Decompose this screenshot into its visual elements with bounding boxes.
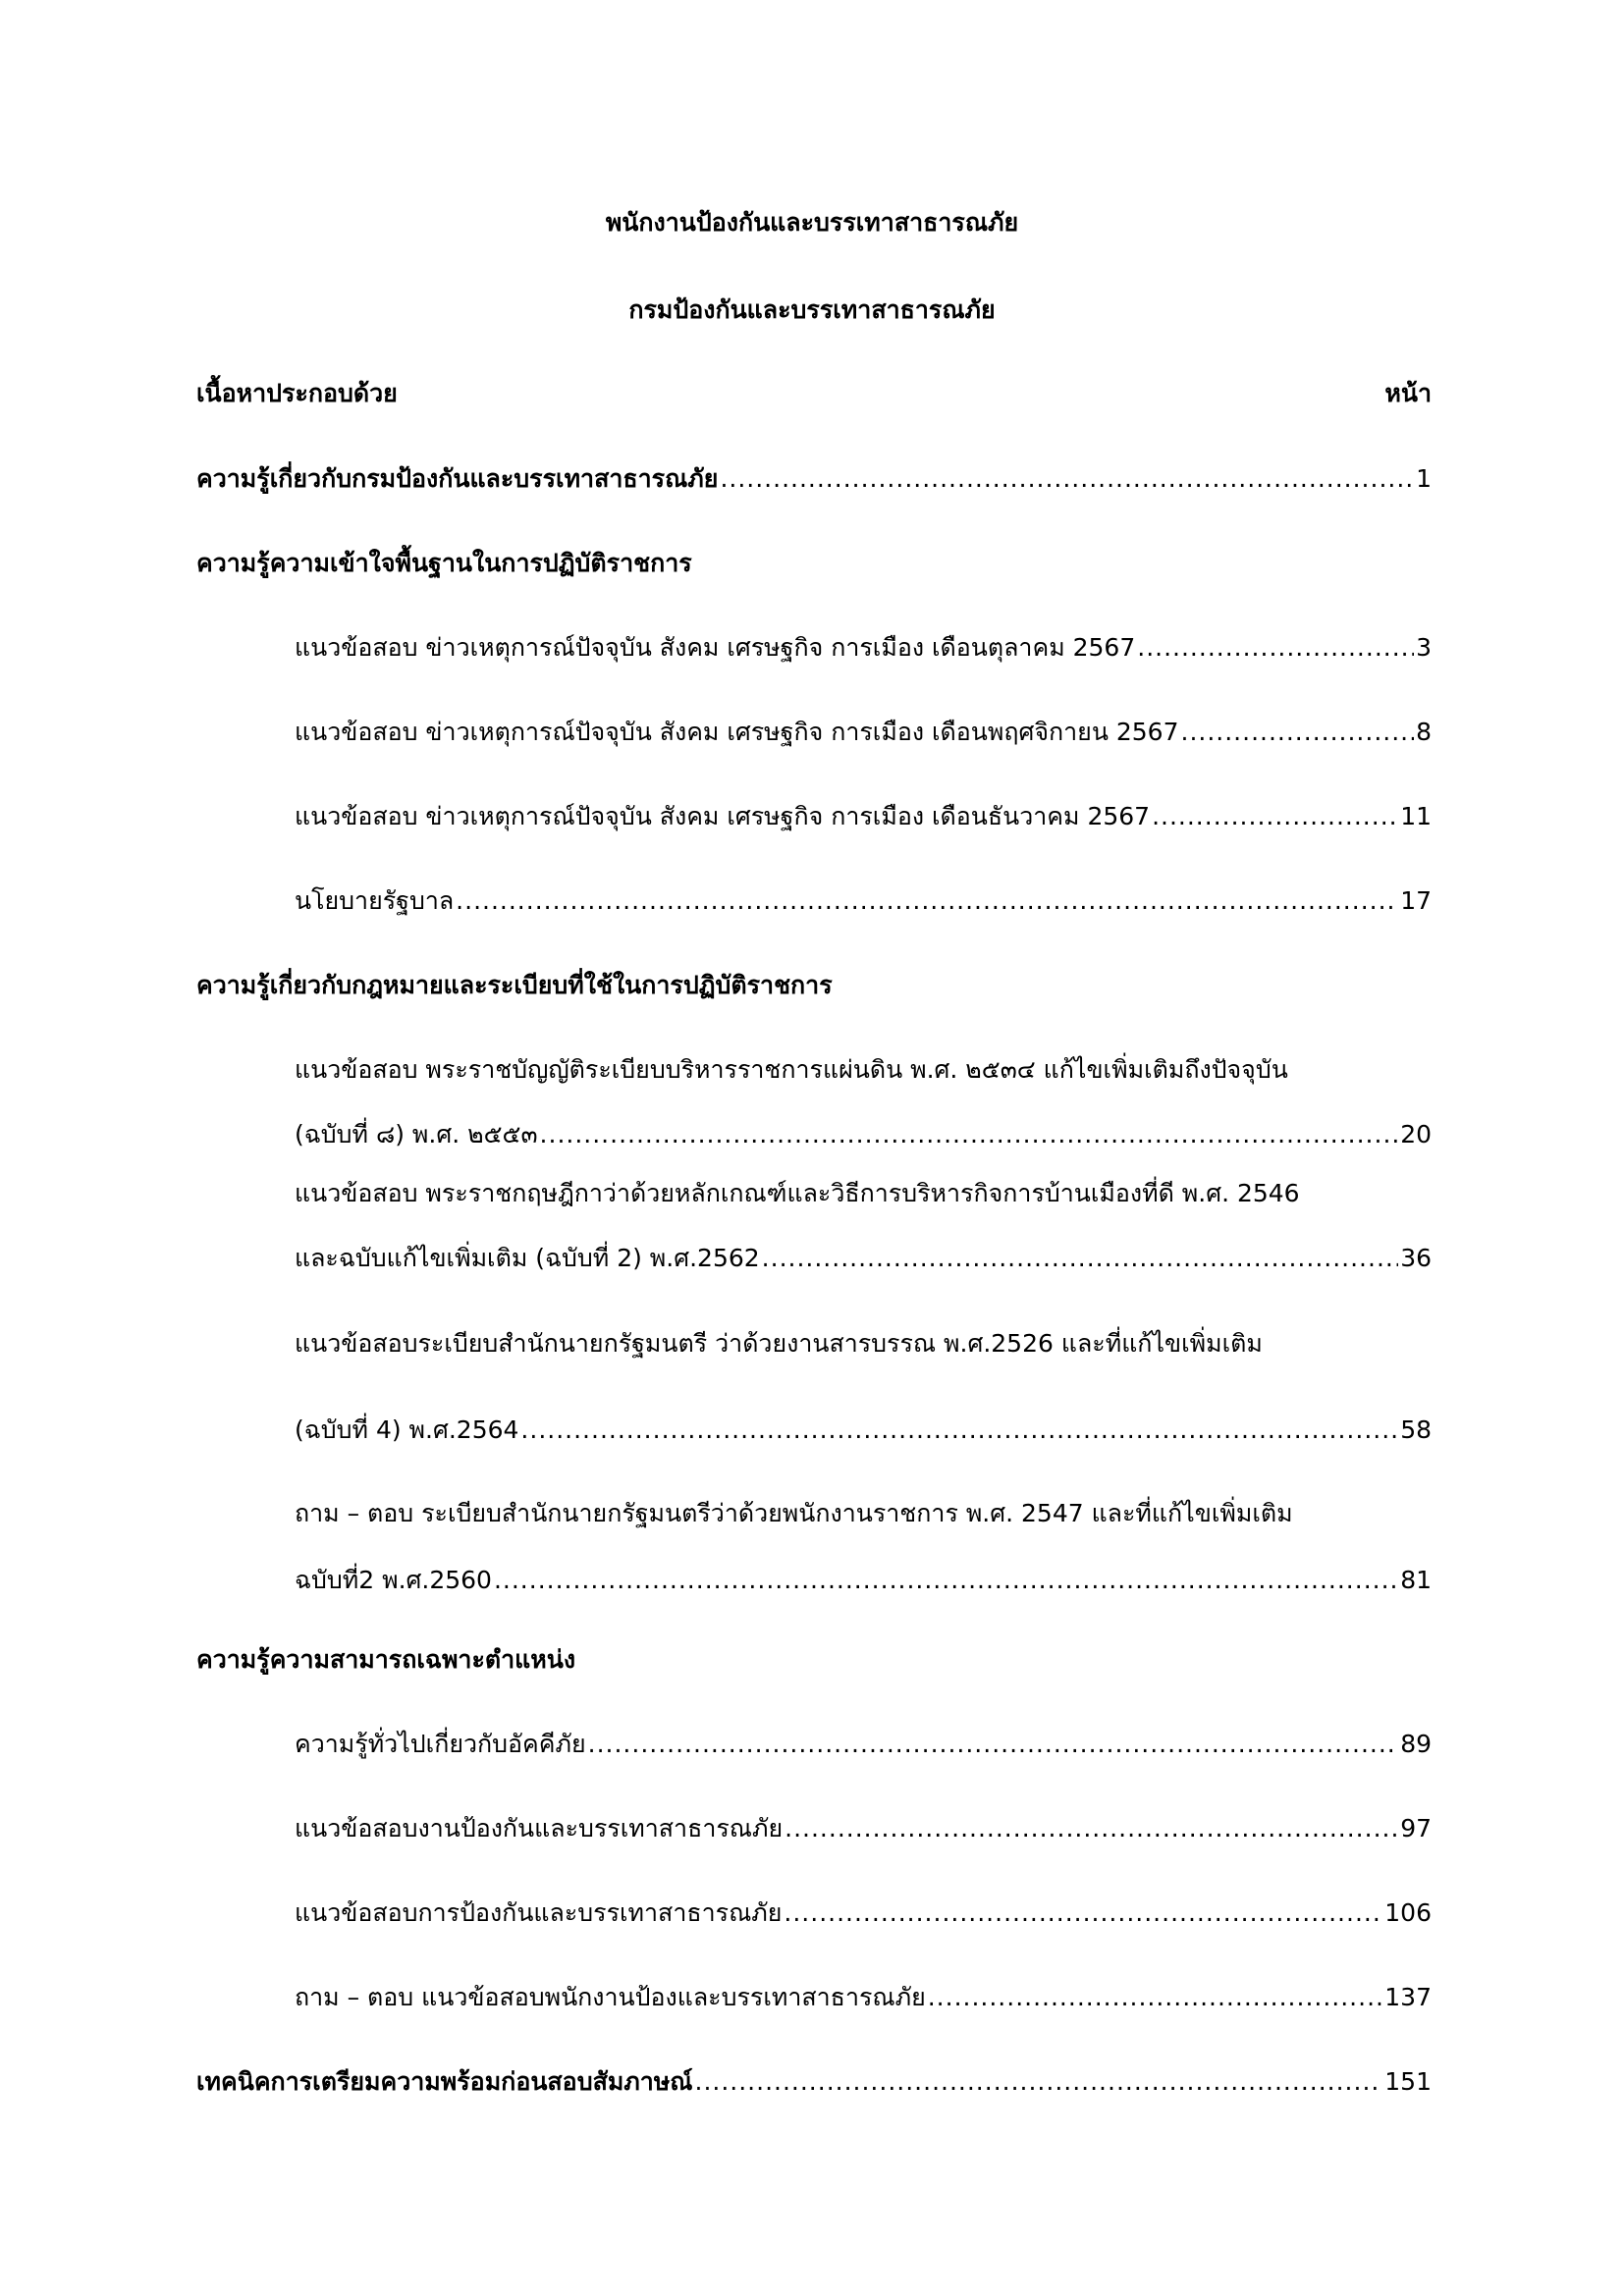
toc-entry-page: 3 [1416, 633, 1432, 662]
toc-entry-text: นโยบายรัฐบาล [295, 886, 455, 915]
dot-leader [1181, 713, 1415, 752]
dot-leader [784, 1894, 1382, 1933]
page-column-heading: หน้า [1384, 379, 1432, 407]
dot-leader [785, 1809, 1398, 1848]
toc-entry [295, 713, 1432, 752]
toc-entry-line1: แนวข้อสอบ พระราชบัญญัติระเบียบบริหารราชการแผ่นดิน พ.ศ. ๒๕๓๔ แก้ไขเพิ่มเติมถึงปัจจุบัน [295, 1055, 1288, 1084]
dot-leader [588, 1725, 1399, 1764]
toc-entry-page: 11 [1400, 802, 1432, 830]
dot-leader [762, 1239, 1399, 1278]
dot-leader [540, 1115, 1399, 1154]
toc-entry [295, 1115, 1432, 1154]
toc-entry [295, 1561, 1432, 1600]
dot-leader [1152, 797, 1398, 836]
toc-entry-page: 8 [1416, 718, 1432, 746]
toc-entry [295, 797, 1432, 836]
toc-entry-page: 20 [1400, 1120, 1432, 1148]
toc-section-5-page: 151 [1384, 2067, 1432, 2096]
dot-leader [494, 1561, 1398, 1600]
toc-entry-page: 36 [1400, 1244, 1432, 1272]
toc-entry [295, 628, 1432, 667]
toc-entry [295, 1809, 1432, 1848]
toc-entry-line1: แนวข้อสอบ พระราชกฤษฎีกาว่าด้วยหลักเกณฑ์และวิธีการบริหารกิจการบ้านเมืองที่ดี พ.ศ. 2546 [295, 1179, 1300, 1207]
toc-entry-page: 89 [1400, 1730, 1432, 1758]
toc-entry-text: แนวข้อสอบ ข่าวเหตุการณ์ปัจจุบัน สังคม เศรษฐกิจ การเมือง เดือนตุลาคม 2567 [295, 633, 1136, 662]
toc-section-1-text: ความรู้เกี่ยวกับกรมป้องกันและบรรเทาสาธารณภัย [196, 464, 719, 493]
toc-entry-text: แนวข้อสอบการป้องกันและบรรเทาสาธารณภัย [295, 1898, 783, 1927]
toc-entry-page: 137 [1384, 1983, 1432, 2011]
dot-leader [520, 1411, 1398, 1450]
dot-leader [720, 459, 1414, 499]
dot-leader [695, 2062, 1383, 2102]
toc-entry [295, 1239, 1432, 1278]
toc-entry-page: 58 [1400, 1415, 1432, 1444]
toc-entry-text: (ฉบับที่ ๘) พ.ศ. ๒๕๕๓ [295, 1120, 538, 1148]
document-subtitle: กรมป้องกันและบรรเทาสาธารณภัย [628, 295, 996, 324]
toc-entry-page: 106 [1384, 1898, 1432, 1927]
toc-entry-page: 17 [1400, 886, 1432, 915]
toc-section-5-text: เทคนิคการเตรียมความพร้อมก่อนสอบสัมภาษณ์ [196, 2067, 693, 2096]
toc-entry-line1: ถาม – ตอบ ระเบียบสำนักนายกรัฐมนตรีว่าด้วยพนักงานราชการ พ.ศ. 2547 และที่แก้ไขเพิ่มเติม [295, 1499, 1293, 1527]
toc-entry-page: 81 [1400, 1566, 1432, 1594]
dot-leader [1137, 628, 1414, 667]
toc-entry [295, 1411, 1432, 1450]
toc-section-2: ความรู้ความเข้าใจพื้นฐานในการปฏิบัติราชการ [196, 549, 692, 577]
toc-entry-text: ถาม – ตอบ แนวข้อสอบพนักงานป้องและบรรเทาสาธารณภัย [295, 1983, 926, 2011]
toc-entry [295, 1894, 1432, 1933]
toc-entry [295, 881, 1432, 921]
toc-entry [295, 1725, 1432, 1764]
toc-entry-line1: แนวข้อสอบระเบียบสำนักนายกรัฐมนตรี ว่าด้วยงานสารบรรณ พ.ศ.2526 และที่แก้ไขเพิ่มเติม [295, 1329, 1263, 1358]
document-title: พนักงานป้องกันและบรรเทาสาธารณภัย [605, 208, 1019, 237]
toc-entry-text: และฉบับแก้ไขเพิ่มเติม (ฉบับที่ 2) พ.ศ.2562 [295, 1244, 760, 1272]
toc-entry-text: ความรู้ทั่วไปเกี่ยวกับอัคคีภัย [295, 1730, 586, 1758]
toc-entry-text: แนวข้อสอบงานป้องกันและบรรเทาสาธารณภัย [295, 1814, 784, 1842]
toc-section-1-page: 1 [1416, 464, 1432, 493]
toc-entry-text: ฉบับที่2 พ.ศ.2560 [295, 1566, 492, 1594]
contents-heading: เนื้อหาประกอบด้วย [196, 379, 398, 407]
toc-entry [295, 1978, 1432, 2017]
toc-section-3: ความรู้เกี่ยวกับกฎหมายและระเบียบที่ใช้ในการปฏิบัติราชการ [196, 971, 833, 999]
toc-entry-text: แนวข้อสอบ ข่าวเหตุการณ์ปัจจุบัน สังคม เศรษฐกิจ การเมือง เดือนพฤศจิกายน 2567 [295, 718, 1179, 746]
toc-entry-page: 97 [1400, 1814, 1432, 1842]
toc-section-1 [196, 459, 1432, 499]
toc-entry-text: (ฉบับที่ 4) พ.ศ.2564 [295, 1415, 519, 1444]
toc-section-5 [196, 2062, 1432, 2102]
toc-entry-text: แนวข้อสอบ ข่าวเหตุการณ์ปัจจุบัน สังคม เศรษฐกิจ การเมือง เดือนธันวาคม 2567 [295, 802, 1151, 830]
dot-leader [456, 881, 1398, 921]
dot-leader [928, 1978, 1383, 2017]
toc-section-4: ความรู้ความสามารถเฉพาะตำแหน่ง [196, 1645, 576, 1674]
